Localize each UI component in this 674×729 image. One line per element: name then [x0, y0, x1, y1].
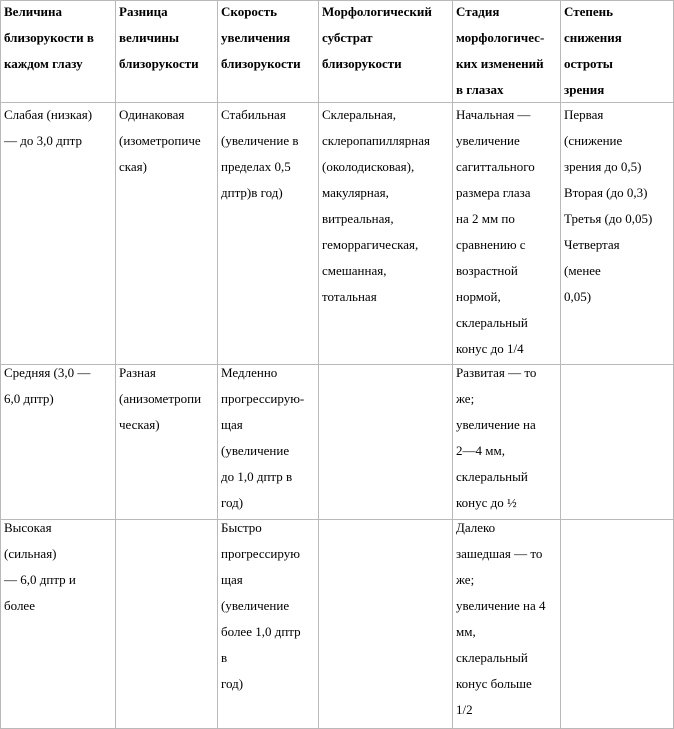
header-stage: Стадия морфологичес- ких изменений в глазах — [456, 4, 545, 97]
header-magnitude: Величина близорукости в каждом глазу — [4, 4, 94, 71]
table-cell: Первая (снижение зрения до 0,5) Вторая (до 0,3) Третья (до 0,05) Четвертая (менее 0,05) — [564, 107, 653, 304]
header-morphological-substrate: Морфологический субстрат близорукости — [322, 4, 432, 71]
table-cell: Высокая (сильная) — 6,0 дптр и более — [4, 520, 76, 613]
table-cell: Далеко зашедшая — то же; увеличение на 4 мм, склеральный конус больше 1/2 — [456, 520, 546, 717]
table-cell: Одинаковая (изометропиче ская) — [119, 107, 201, 174]
table-cell: Быстро прогрессирую щая (увеличение более 1,0 дптр в год) — [221, 520, 301, 691]
table-cell: Склеральная, склеропапиллярная (околодисковая), макулярная, витреальная, геморрагическая, смешанная, тотальная — [322, 107, 430, 304]
header-difference: Разница величины близорукости — [119, 4, 199, 71]
header-progression-rate: Скорость увеличения близорукости — [221, 4, 301, 71]
table-cell: Стабильная (увеличение в пределах 0,5 дптр)в год) — [221, 107, 299, 200]
table-cell: Средняя (3,0 — 6,0 дптр) — [4, 365, 91, 406]
table-cell: Медленно прогрессирую- щая (увеличение до 1,0 дптр в год) — [221, 365, 305, 510]
header-visual-acuity: Степень снижения остроты зрения — [564, 4, 622, 97]
table-cell: Начальная — увеличение сагиттального размера глаза на 2 мм по сравнению с возрастной нормой, склеральный конус до 1/4 — [456, 107, 535, 356]
table-cell: Слабая (низкая) — до 3,0 дптр — [4, 107, 93, 148]
table-cell: Разная (анизометропи ческая) — [119, 365, 202, 432]
table-cell: Развитая — то же; увеличение на 2—4 мм, склеральный конус до ½ — [456, 365, 537, 510]
